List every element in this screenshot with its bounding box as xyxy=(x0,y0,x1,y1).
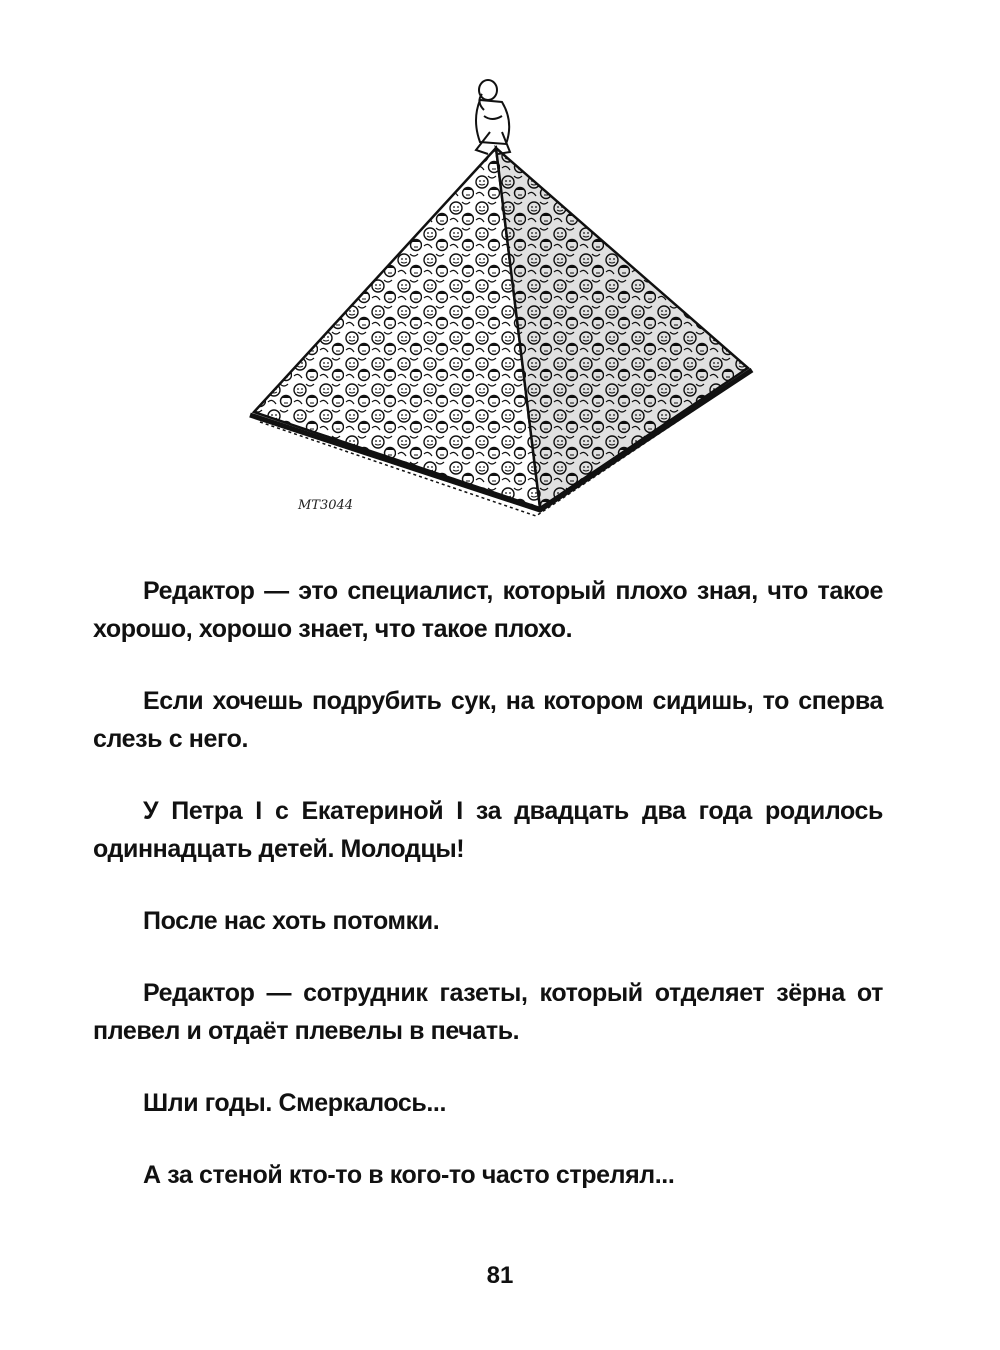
aphorism-paragraph: А за стеной кто-то в кого-то часто стрелял... xyxy=(143,1161,675,1189)
aphorism-paragraph: У Петра I с Екатериной I за двадцать два года родилось одиннадцать детей. Молодцы! xyxy=(93,797,883,863)
aphorisms-text xyxy=(93,572,883,1228)
aphorism-paragraph: Если хочешь подрубить сук, на котором сидишь, то сперва слезь с него. xyxy=(93,687,883,753)
pyramid-of-people-illustration xyxy=(240,70,760,530)
aphorism-paragraph: Редактор — это специалист, который плохо зная, что такое хорошо, хорошо знает, что такое плохо. xyxy=(93,577,883,643)
aphorism-paragraph: Шли годы. Смеркалось... xyxy=(143,1089,446,1117)
aphorism-paragraph: После нас хоть потомки. xyxy=(143,907,440,935)
thinker-figure xyxy=(476,80,510,154)
aphorism-paragraph: Редактор — сотрудник газеты, который отделяет зёрна от плевел и отдаёт плевелы в печать. xyxy=(93,979,883,1045)
page-number: 81 xyxy=(486,1262,514,1289)
illustrator-signature: МТ3044 xyxy=(298,498,354,513)
